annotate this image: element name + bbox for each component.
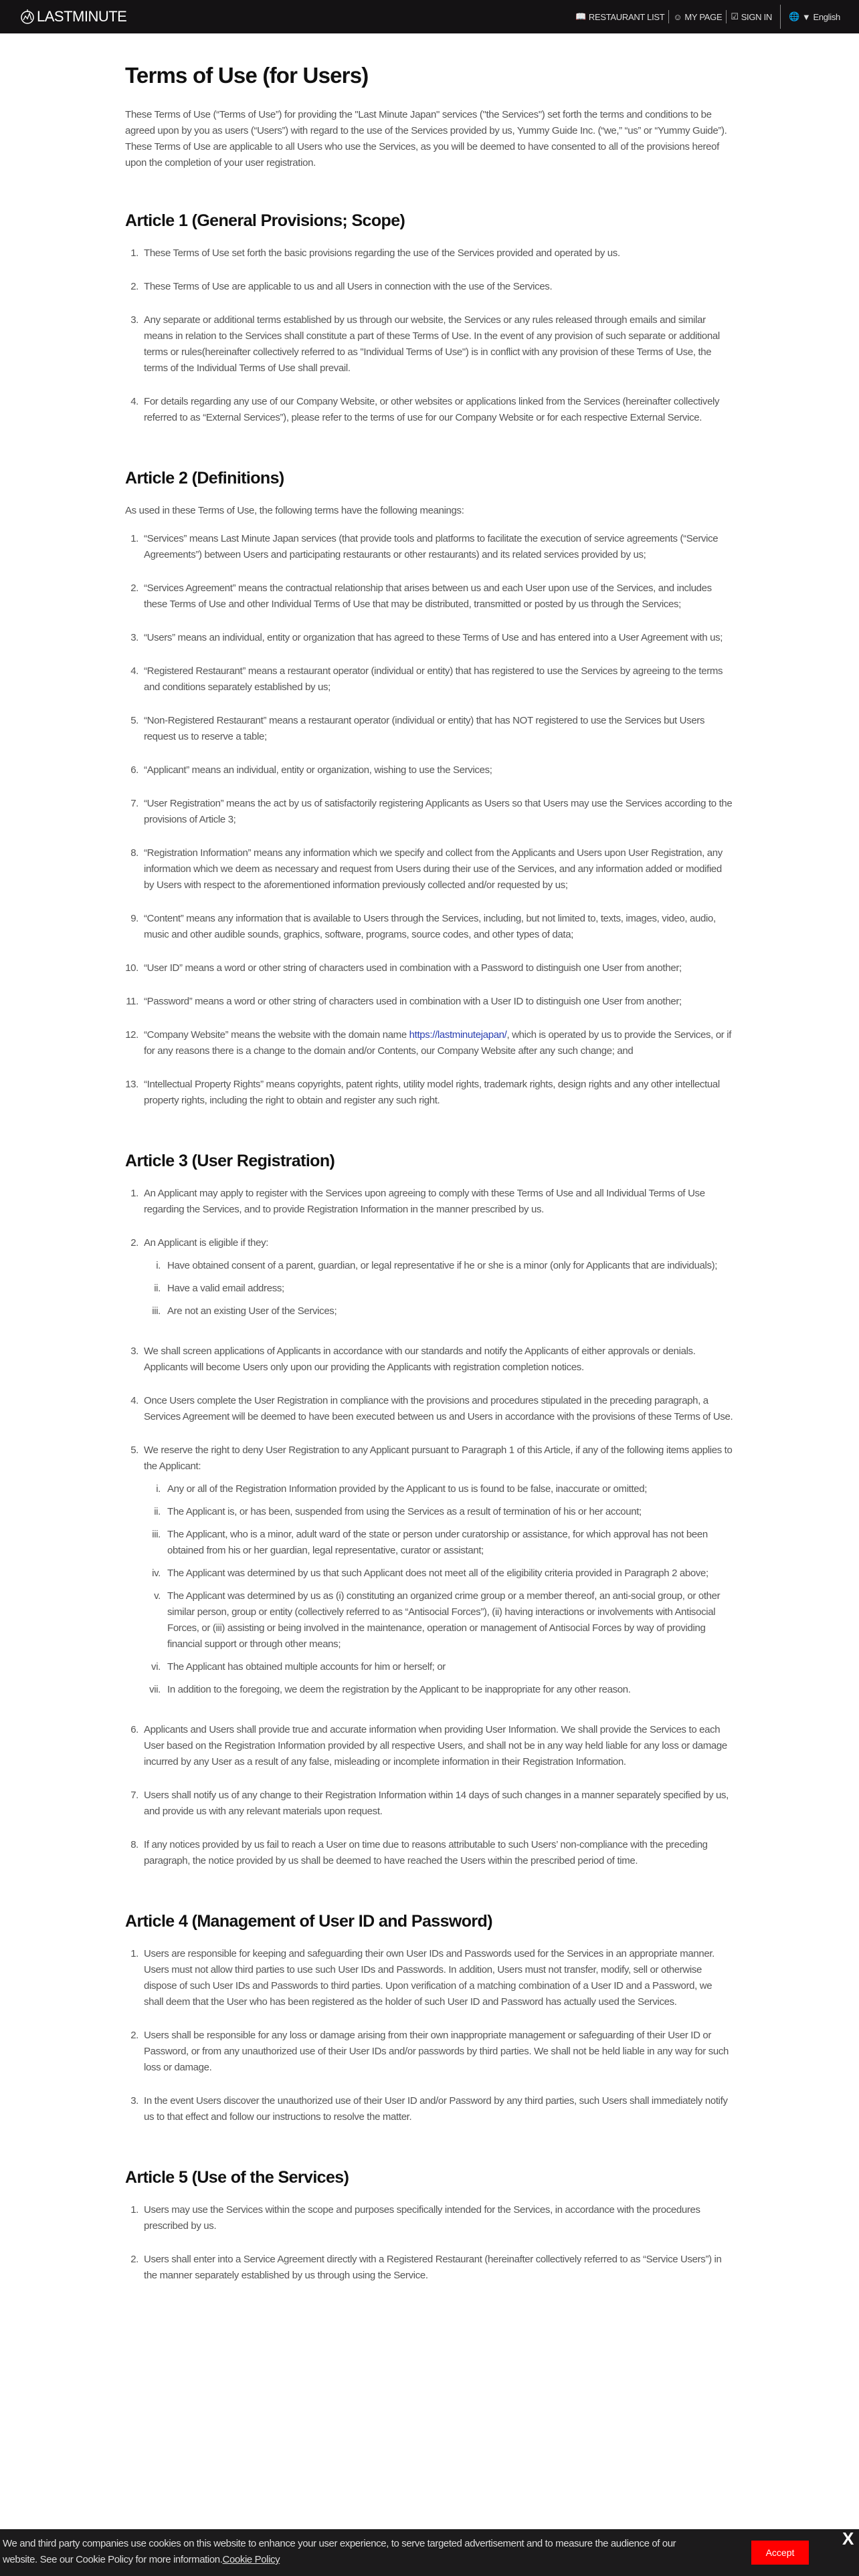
- accept-cookies-button[interactable]: Accept: [751, 2541, 809, 2565]
- item-body: [138, 663, 734, 695]
- item-number: 8.: [130, 1839, 138, 1850]
- list-item: [125, 1027, 734, 1059]
- item-text: “Users” means an individual, entity or organization that has agreed to these Terms of Use and has entered into a User Agreement with us;: [144, 632, 723, 643]
- caret-down-icon: ▼: [801, 11, 811, 22]
- item-number: 5.: [130, 715, 138, 726]
- nav-divider: [780, 5, 781, 29]
- item-body: [138, 531, 734, 563]
- item-body: [138, 713, 734, 745]
- item-body: [138, 994, 734, 1010]
- item-number: 5.: [130, 1444, 138, 1456]
- item-number: 1.: [130, 533, 138, 544]
- book-icon: 📖: [575, 11, 586, 21]
- sub-list-item: [144, 1527, 734, 1559]
- main-nav: [571, 5, 844, 29]
- article-list: [125, 2202, 734, 2284]
- item-body: [138, 1235, 734, 1326]
- articles: [125, 211, 734, 2284]
- sub-item-numeral: i.: [156, 1260, 161, 1271]
- sub-item-text: Any or all of the Registration Information provided by the Applicant to us is found to be false, inaccurate or omitted;: [167, 1483, 648, 1495]
- item-body: [138, 394, 734, 426]
- article-4: [125, 1912, 734, 2125]
- item-text: “Registration Information” means any information which we specify and collect from the Applicants and Users upon User Registration, any information which we deem as necessary and request from Users during their use of the Services, and any information added or modified by Users with respect to the aforementioned information previously collected and/or requested by us;: [144, 847, 723, 891]
- item-body: [138, 1946, 734, 2010]
- sub-list-item: [144, 1258, 734, 1274]
- sub-item-text: The Applicant was determined by us that such Applicant does not meet all of the eligibility criteria provided in Paragraph 2 above;: [167, 1568, 708, 1579]
- intro-paragraph: These Terms of Use (“Terms of Use”) for providing the "Last Minute Japan" services ("the Services") set forth the terms and conditions to be agreed upon by you as users (“Users”) with regard to the use of the Services provided by us, Yummy Guide Inc. (“we,” “us” or “Yummy Guide”). These Terms of Use are applicable to all Users who use the Services, as you will be deemed to have consented to all of the provisions hereof upon the completion of your user registration.: [125, 109, 727, 169]
- terms-content: [125, 33, 734, 2427]
- site-header: [0, 0, 859, 33]
- item-body: [138, 1027, 734, 1059]
- user-icon: ☺: [673, 11, 682, 22]
- item-body: [138, 2093, 734, 2125]
- list-item: [125, 1235, 734, 1326]
- item-number: 9.: [130, 913, 138, 924]
- item-body: [138, 845, 734, 893]
- article-intro: As used in these Terms of Use, the following terms have the following meanings:: [125, 505, 464, 516]
- article-list: [125, 531, 734, 1109]
- item-text: These Terms of Use set forth the basic provisions regarding the use of the Services provided and operated by us.: [144, 247, 620, 259]
- item-text: We shall screen applications of Applicants in accordance with our standards and notify the Applicants of either approvals or denials. Applicants will become Users only upon our providing the Applicants with registration completion notices.: [144, 1346, 696, 1373]
- article-list: [125, 1946, 734, 2125]
- list-item: [125, 1788, 734, 1820]
- nav-my-page[interactable]: [669, 12, 726, 22]
- item-text: “Content” means any information that is available to Users through the Services, including, but not limited to, texts, images, video, audio, music and other audible sounds, graphics, software, programs, source codes, and other types of data;: [144, 913, 716, 940]
- list-item: [125, 960, 734, 976]
- list-item: [125, 630, 734, 646]
- item-body: [138, 796, 734, 828]
- list-item: [125, 1393, 734, 1425]
- sub-item-numeral: iii.: [152, 1305, 161, 1317]
- list-item: [125, 245, 734, 261]
- item-text: Users may use the Services within the scope and purposes specifically intended for the Services, in accordance with the procedures prescribed by us.: [144, 2204, 700, 2232]
- item-text: Once Users complete the User Registration in compliance with the provisions and procedures stipulated in the preceding paragraph, a Services Agreement will be deemed to have been executed between us and Users in accordance with the provisions of these Terms of Use.: [144, 1395, 733, 1422]
- item-number: 11.: [126, 996, 138, 1007]
- item-text: For details regarding any use of our Company Website, or other websites or applications linked from the Services (hereinafter collectively referred to as “External Services”), please refer to the terms of use for our Company Website or for each respective External Service.: [144, 396, 720, 423]
- article-3: [125, 1152, 734, 1869]
- item-number: 10.: [125, 962, 138, 974]
- sub-item-text: Have a valid email address;: [167, 1283, 284, 1294]
- sub-list: [144, 1258, 734, 1319]
- item-body: [138, 1837, 734, 1869]
- item-number: 3.: [130, 314, 138, 326]
- item-number: 2.: [130, 1237, 138, 1249]
- list-item: [125, 531, 734, 563]
- item-number: 12.: [125, 1029, 138, 1041]
- item-text: We reserve the right to deny User Registration to any Applicant pursuant to Paragraph 1 of this Article, if any of the following items applies to the Applicant:: [144, 1444, 733, 1472]
- item-number: 4.: [130, 1395, 138, 1406]
- item-body: [138, 1788, 734, 1820]
- item-number: 7.: [130, 798, 138, 809]
- item-number: 2.: [130, 2254, 138, 2265]
- sub-list-item: [144, 1682, 734, 1698]
- nav-label: MY PAGE: [684, 11, 723, 22]
- sub-item-text: Are not an existing User of the Services;: [167, 1305, 337, 1317]
- list-item: [125, 279, 734, 295]
- item-text: Users shall be responsible for any loss or damage arising from their own inappropriate management or safeguarding of their User ID or Password, or from any unauthorized use of their User IDs and/or passwords by third parties. We shall not be held liable in any way for such loss or damage.: [144, 2030, 729, 2073]
- item-number: 2.: [130, 2030, 138, 2041]
- list-item: [125, 2093, 734, 2125]
- list-item: [125, 762, 734, 778]
- sub-item-text: Have obtained consent of a parent, guardian, or legal representative if he or she is a minor (only for Applicants that are individuals);: [167, 1260, 718, 1271]
- item-text: “User ID” means a word or other string of characters used in combination with a Password to distinguish one User from another;: [144, 962, 682, 974]
- sub-item-numeral: vi.: [151, 1661, 161, 1673]
- item-text: If any notices provided by us fail to reach a User on time due to reasons attributable to such Users’ non-compliance with the preceding paragraph, the notice provided by us shall be deemed to have reached the Users within the prescribed period of time.: [144, 1839, 708, 1866]
- language-label: English: [813, 11, 840, 22]
- sub-item-text: The Applicant was determined by us as (i) constituting an organized crime group or a member thereof, an anti-social group, or other similar person, group or entity (collectively referred to as “Antisocial Forces”), (ii) having interactions or involvements with Antisocial Forces, or (iii) assisting or being involved in the maintenance, operation or management of Antisocial Forces by way of providing financial support or through other means;: [167, 1590, 721, 1650]
- item-text: “Intellectual Property Rights” means copyrights, patent rights, utility model rights, trademark rights, design rights and any other intellectual property rights, including the right to obtain and register any such right.: [144, 1079, 720, 1106]
- item-number: 7.: [130, 1790, 138, 1801]
- item-text: These Terms of Use are applicable to us and all Users in connection with the use of the Services.: [144, 281, 553, 292]
- list-item: [125, 394, 734, 426]
- sub-list-item: [144, 1566, 734, 1582]
- list-item: [125, 796, 734, 828]
- item-text: An Applicant is eligible if they:: [144, 1237, 269, 1249]
- article-heading: Article 5 (Use of the Services): [125, 2168, 349, 2187]
- item-body: [138, 960, 734, 976]
- article-list: [125, 1186, 734, 1869]
- sub-list-item: [144, 1303, 734, 1319]
- nav-label: SIGN IN: [741, 11, 772, 22]
- list-item: [125, 1344, 734, 1376]
- sub-list-item: [144, 1481, 734, 1497]
- article-heading: Article 1 (General Provisions; Scope): [125, 211, 405, 230]
- item-number: 3.: [130, 2095, 138, 2107]
- item-number: 1.: [130, 1188, 138, 1199]
- item-text: Users are responsible for keeping and safeguarding their own User IDs and Passwords used for the Services in an appropriate manner. Users must not allow third parties to use such User IDs and Passwords. In addition, Users must not transfer, modify, sell or otherwise dispose of such User IDs and Passwords to third parties. Upon verification of a matching combination of a User ID and a Password, we shall deem that the User who has been registered as the holder of such User ID and Password has actually used the Services.: [144, 1948, 714, 2008]
- item-body: [138, 279, 734, 295]
- article-list: [125, 245, 734, 426]
- item-number: 2.: [130, 582, 138, 594]
- nav-sign-in[interactable]: [727, 11, 776, 22]
- cookie-text: [3, 2536, 712, 2568]
- article-5: [125, 2168, 734, 2284]
- list-item: [125, 1946, 734, 2010]
- cookie-banner: [0, 2529, 859, 2576]
- article-1: [125, 211, 734, 426]
- item-text: “Services” means Last Minute Japan services (that provide tools and platforms to facilitate the execution of service agreements (“Service Agreements”) between Users and participating restaurants or other restaurants) and its related services provided by us;: [144, 533, 719, 560]
- item-text: “Applicant” means an individual, entity or organization, wishing to use the Services;: [144, 764, 492, 776]
- list-item: [125, 663, 734, 695]
- article-heading: Article 4 (Management of User ID and Password): [125, 1912, 492, 1931]
- item-number: 1.: [130, 2204, 138, 2216]
- company-website-link[interactable]: https://lastminutejapan/: [409, 1029, 507, 1041]
- item-body: [138, 312, 734, 377]
- sub-item-text: The Applicant is, or has been, suspended from using the Services as a result of termination of his or her account;: [167, 1506, 642, 1517]
- item-body: [138, 1186, 734, 1218]
- sub-list-item: [144, 1659, 734, 1675]
- item-text: An Applicant may apply to register with the Services upon agreeing to comply with these Terms of Use and all Individual Terms of Use regarding the Services, and to provide Registration Information in the manner prescribed by us.: [144, 1188, 705, 1215]
- list-item: [125, 911, 734, 943]
- item-number: 8.: [130, 847, 138, 859]
- sub-list: [144, 1481, 734, 1698]
- sub-item-text: In addition to the foregoing, we deem the registration by the Applicant to be inappropriate for any other reason.: [167, 1684, 631, 1695]
- article-2: [125, 469, 734, 1109]
- item-number: 4.: [130, 665, 138, 677]
- sub-item-numeral: iii.: [152, 1529, 161, 1540]
- sub-item-numeral: v.: [154, 1590, 161, 1602]
- nav-restaurant-list[interactable]: [571, 11, 668, 22]
- list-item: [125, 1077, 734, 1109]
- item-body: [138, 2202, 734, 2234]
- item-text: Any separate or additional terms established by us through our website, the Services or any rules released through emails and similar means in relation to the Services shall constitute a part of these Terms of Use. In the event of any provision of such separate or additional terms or rules(hereinafter collectively referred to as "Individual Terms of Use") is in conflict with any provision of these Terms of Use, the terms of the Individual Terms of Use shall prevail.: [144, 314, 720, 374]
- logo-text: LASTMINUTE: [37, 8, 127, 25]
- list-item: [125, 580, 734, 613]
- item-body: [138, 1722, 734, 1770]
- list-item: [125, 1442, 734, 1705]
- page-title: Terms of Use (for Users): [125, 63, 369, 88]
- item-body: [138, 2252, 734, 2284]
- nav-label: RESTAURANT LIST: [588, 11, 665, 22]
- item-number: 1.: [130, 247, 138, 259]
- list-item: [125, 2028, 734, 2076]
- cookie-message: We and third party companies use cookies on this website to enhance your user experience, to serve targeted advertisement and to measure the audience of our website. See our Cookie Policy for more information.: [3, 2538, 676, 2565]
- sub-item-numeral: ii.: [154, 1283, 161, 1294]
- sub-list-item: [144, 1504, 734, 1520]
- sub-item-numeral: ii.: [154, 1506, 161, 1517]
- close-icon[interactable]: X: [842, 2529, 854, 2549]
- item-text: Users shall notify us of any change to their Registration Information within 14 days of such changes in a manner separately specified by us, and provide us with any relevant materials upon request.: [144, 1790, 729, 1817]
- sub-list-item: [144, 1588, 734, 1652]
- item-body: [138, 2028, 734, 2076]
- item-number: 4.: [130, 396, 138, 407]
- item-number: 13.: [125, 1079, 138, 1090]
- item-text: “Company Website” means the website with the domain name: [144, 1029, 409, 1041]
- item-number: 6.: [130, 1724, 138, 1735]
- list-item: [125, 312, 734, 377]
- logo[interactable]: [20, 8, 126, 25]
- list-item: [125, 994, 734, 1010]
- item-body: [138, 580, 734, 613]
- item-number: 2.: [130, 281, 138, 292]
- language-select[interactable]: [785, 11, 844, 22]
- item-number: 3.: [130, 1346, 138, 1357]
- list-item: [125, 845, 734, 893]
- globe-icon: 🌐: [788, 11, 799, 21]
- list-item: [125, 2202, 734, 2234]
- item-body: [138, 911, 734, 943]
- list-item: [125, 1186, 734, 1218]
- list-item: [125, 1722, 734, 1770]
- logo-clock-icon: [20, 8, 35, 25]
- item-text: “Registered Restaurant” means a restaurant operator (individual or entity) that has registered to use the Services by agreeing to the terms and conditions separately established by us;: [144, 665, 723, 693]
- item-body: [138, 630, 734, 646]
- list-item: [125, 2252, 734, 2284]
- article-heading: Article 3 (User Registration): [125, 1152, 335, 1170]
- list-item: [125, 1837, 734, 1869]
- item-body: [138, 1442, 734, 1705]
- checkbox-icon: ☑: [731, 11, 739, 21]
- item-number: 3.: [130, 632, 138, 643]
- sub-item-text: The Applicant, who is a minor, adult ward of the state or person under curatorship or assistance, for which approval has not been obtained from his or her guardian, legal representative, curator or assistant;: [167, 1529, 708, 1556]
- item-text: In the event Users discover the unauthorized use of their User ID and/or Password by any third parties, such Users shall immediately notify us to that effect and follow our instructions to resolve the matter.: [144, 2095, 728, 2123]
- sub-item-numeral: i.: [156, 1483, 161, 1495]
- item-body: [138, 1393, 734, 1425]
- item-body: [138, 1077, 734, 1109]
- sub-item-numeral: iv.: [152, 1568, 161, 1579]
- item-text: “Non-Registered Restaurant” means a restaurant operator (individual or entity) that has NOT registered to use the Services but Users request us to reserve a table;: [144, 715, 705, 742]
- sub-item-numeral: vii.: [149, 1684, 161, 1695]
- cookie-policy-link[interactable]: Cookie Policy: [222, 2554, 280, 2565]
- list-item: [125, 713, 734, 745]
- item-body: [138, 245, 734, 261]
- item-text: “Services Agreement” means the contractual relationship that arises between us and each User upon use of the Services, and includes these Terms of Use and other Individual Terms of Use that may be distributed, transmitted or posted by us through the Services;: [144, 582, 712, 610]
- item-text: Users shall enter into a Service Agreement directly with a Registered Restaurant (hereinafter collectively referred to as “Service Users”) in the manner separately established by us through using the Service.: [144, 2254, 722, 2281]
- item-number: 1.: [130, 1948, 138, 1959]
- sub-item-text: The Applicant has obtained multiple accounts for him or herself; or: [167, 1661, 446, 1673]
- item-body: [138, 1344, 734, 1376]
- item-text-after: , which is operated by us to provide the Services, or if for any reasons there is a change to the domain and/or Contents, our Company Website after any such change; and: [144, 1029, 732, 1057]
- item-number: 6.: [130, 764, 138, 776]
- article-heading: Article 2 (Definitions): [125, 469, 284, 488]
- item-text: “Password” means a word or other string of characters used in combination with a User ID to distinguish one User from another;: [144, 996, 682, 1007]
- sub-list-item: [144, 1281, 734, 1297]
- item-text: “User Registration” means the act by us of satisfactorily registering Applicants as Users so that Users may use the Services according to the provisions of Article 3;: [144, 798, 733, 825]
- item-body: [138, 762, 734, 778]
- item-text: Applicants and Users shall provide true and accurate information when providing User Information. We shall provide the Services to each User based on the Registration Information provided by all respective Users, and shall not be in any way held liable for any loss or damage incurred by any User as a result of any false, misleading or incomplete information in their Registration Information.: [144, 1724, 727, 1767]
